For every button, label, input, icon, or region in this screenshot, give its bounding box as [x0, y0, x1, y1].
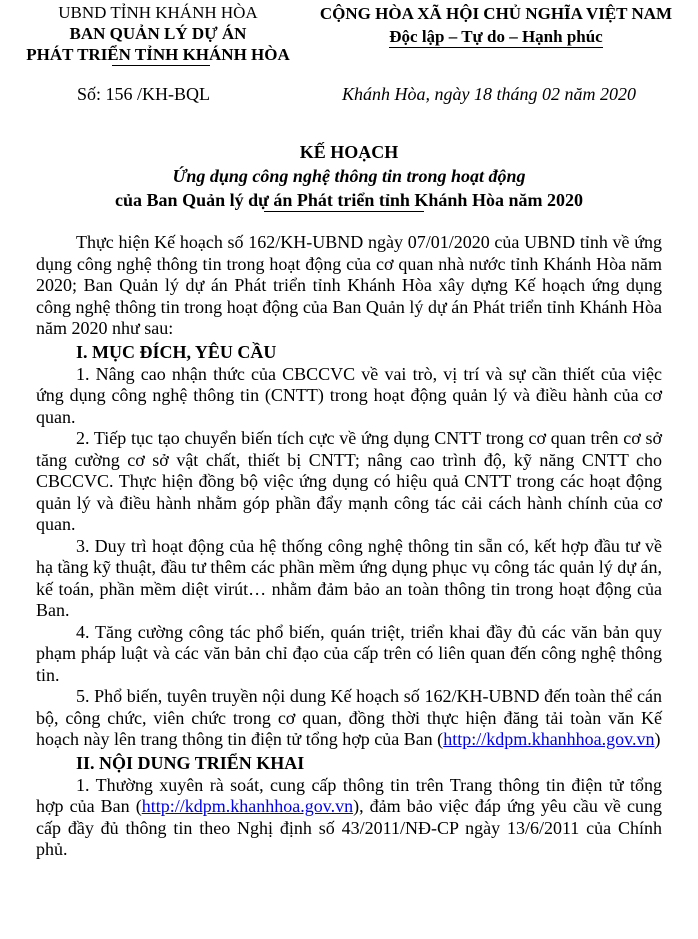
- section-1-item-5-text: 5. Phổ biến, tuyên truyền nội dung Kế hoạch số 162/KH-UBND đến toàn thể cán bộ, công chức, viên chức trong cơ quan, đồng thời thực hiện đăng tải toàn văn Kế hoạch này lên trang thông tin điện tử tổng hợp của Ban (: [36, 686, 662, 749]
- national-title: [304, 2, 688, 48]
- title-underline: [264, 211, 424, 212]
- agency-parent: UBND TỈNH KHÁNH HÒA: [58, 3, 258, 22]
- section-1-item-4: 4. Tăng cường công tác phổ biến, quán triệt, triển khai đầy đủ các văn bản quy phạm pháp luật và các văn bản chỉ đạo của cấp trên có liên quan đến công nghệ thông tin.: [36, 621, 662, 685]
- title-sub-line2: của Ban Quản lý dự án Phát triển tỉnh Khánh Hòa năm 2020: [115, 190, 583, 210]
- agency-name-line2: PHÁT TRIỂN TỈNH KHÁNH HÒA: [26, 45, 290, 64]
- issuing-agency: [10, 2, 306, 65]
- section-2-item-1-text: 1. Thường xuyên rà soát, cung cấp thông tin trên Trang thông tin điện tử tổng hợp của Ban (: [36, 774, 662, 816]
- section-2-item-1-end: ), đảm bảo việc đáp ứng yêu cầu về cung cấp đầy đủ thông tin theo Nghị định số 43/2011/NĐ-CP ngày 13/6/2011 của Chính phủ.: [36, 796, 662, 859]
- portal-link[interactable]: http://kdpm.khanhhoa.gov.vn: [443, 729, 655, 749]
- title-sub-line1: Ứng dụng công nghệ thông tin trong hoạt động: [172, 166, 526, 186]
- national-motto: Độc lập – Tự do – Hạnh phúc: [389, 27, 603, 46]
- country-name: CỘNG HÒA XÃ HỘI CHỦ NGHĨA VIỆT NAM: [319, 4, 673, 23]
- section-1-item-3: 3. Duy trì hoạt động của hệ thống công nghệ thông tin sẵn có, kết hợp đầu tư về hạ tầng kỹ thuật, đầu tư thêm các phần mềm ứng dụng phục vụ công tác quản lý dự án, kế toán, phần mềm diệt virút… nhằm đảm bảo an toàn thông tin trong hoạt động của Ban.: [36, 535, 662, 620]
- section-1-item-1: 1. Nâng cao nhận thức của CBCCVC về vai trò, vị trí và sự cần thiết của việc ứng dụng công nghệ thông tin (CNTT) trong hoạt động quản lý và điều hành của cơ quan.: [36, 363, 662, 427]
- agency-name-line1: BAN QUẢN LÝ DỰ ÁN: [69, 24, 247, 43]
- portal-link-2[interactable]: http://kdpm.khanhhoa.gov.vn: [141, 796, 354, 816]
- section-1-item-2: 2. Tiếp tục tạo chuyển biến tích cực về ứng dụng CNTT trong cơ quan trên cơ sở tăng cường cơ sở vật chất, thiết bị CNTT; nâng cao trình độ, kỹ năng CNTT cho CBCCVC. Thực hiện đồng bộ việc ứng dụng có hiệu quả CNTT trong các hoạt động quản lý và điều hành nhằm góp phần đẩy mạnh công tác cải cách hành chính của cơ quan.: [36, 428, 662, 534]
- document-body: [36, 232, 662, 861]
- section-1-item-5-end: ): [654, 729, 661, 749]
- document-number: Số: 156 /KH-BQL: [77, 84, 211, 104]
- section-2-item-1: [36, 775, 662, 861]
- agency-underline: [112, 65, 210, 66]
- intro-paragraph: Thực hiện Kế hoạch số 162/KH-UBND ngày 07/01/2020 của UBND tỉnh về ứng dụng công nghệ thông tin trong hoạt động của cơ quan nhà nước tỉnh Khánh Hòa năm 2020; Ban Quản lý dự án Phát triển tỉnh Khánh Hòa xây dựng Kế hoạch ứng dụng công nghệ thông tin trong hoạt động của Ban Quản lý dự án Phát triển tỉnh Khánh Hòa năm 2020 như sau:: [36, 232, 662, 338]
- document-date: Khánh Hòa, ngày 18 tháng 02 năm 2020: [342, 84, 636, 104]
- document-title: [0, 140, 698, 212]
- section-1-heading: I. MỤC ĐÍCH, YÊU CẦU: [76, 341, 277, 362]
- title-main: KẾ HOẠCH: [299, 142, 399, 162]
- section-1-item-5: [36, 686, 662, 751]
- section-2-heading: II. NỘI DUNG TRIỂN KHAI: [76, 752, 305, 773]
